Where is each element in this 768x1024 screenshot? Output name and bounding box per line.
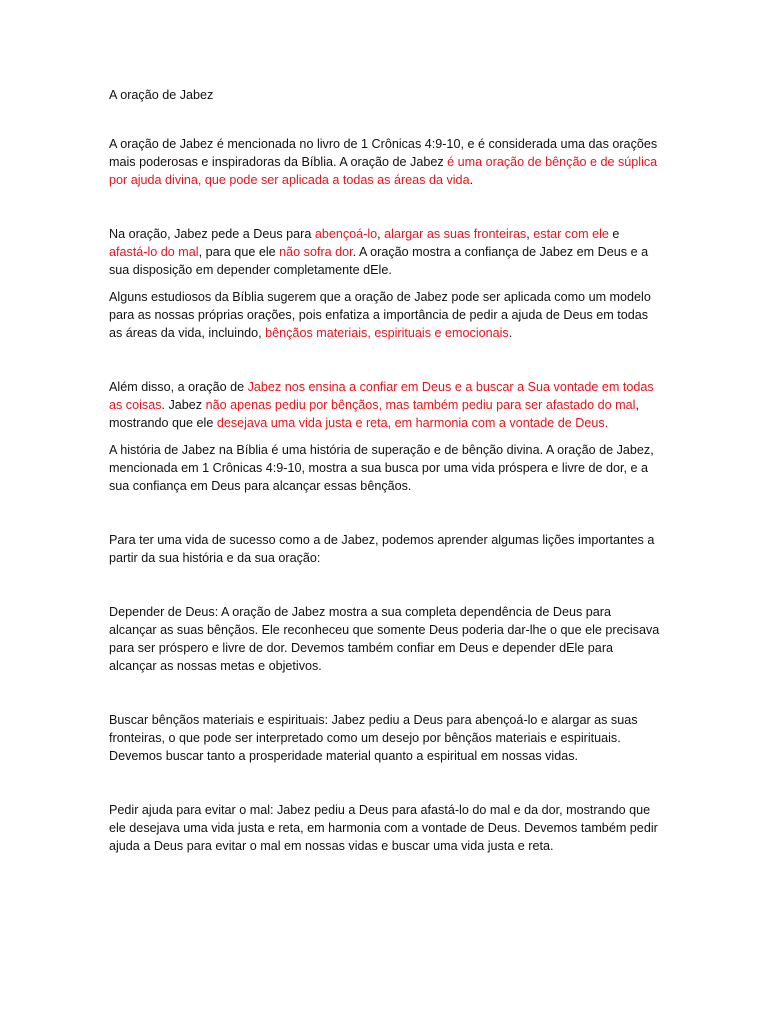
text-run: . A oração mostra a confiança de Jabez em Deus e a sua disposição em depender completamente dEle. [109, 245, 649, 277]
document-body [109, 86, 661, 855]
paragraph-history [109, 441, 661, 495]
paragraph-lesson-blessings [109, 711, 661, 765]
paragraph-prayer-requests [109, 225, 661, 279]
paragraph-lesson-avoid-evil [109, 801, 661, 855]
highlighted-text: Jabez nos ensina a confiar em Deus e a buscar a Sua vontade em todas as coisas [109, 380, 654, 412]
paragraph-intro [109, 135, 661, 189]
highlighted-text: não sofra dor [279, 245, 353, 259]
document-title: A oração de Jabez [109, 88, 214, 102]
text-run: , para que ele [198, 245, 280, 259]
text-run: A história de Jabez na Bíblia é uma história de superação e de bênção divina. A oração de Jabez, mencionada em 1 Crônicas 4:9-10, mostra a sua busca por uma vida próspera e livre de dor, e a sua confiança em Deus para alcançar essas bênçãos. [109, 443, 654, 493]
text-run: Na oração, Jabez pede a Deus para [109, 227, 315, 241]
highlighted-text: bênçãos materiais, espirituais e emocionais [265, 326, 509, 340]
paragraph-model-prayer [109, 288, 661, 342]
text-run: , mostrando que ele [109, 398, 639, 430]
text-run: A oração de Jabez é mencionada no livro de 1 Crônicas 4:9-10, e é considerada uma das orações mais poderosas e inspiradoras da Bíblia. A oração de Jabez [109, 137, 658, 169]
text-run: , [377, 227, 385, 241]
paragraph-lesson-depend [109, 603, 661, 675]
text-run: . [469, 173, 474, 187]
text-run: . [508, 326, 513, 340]
text-run: . Jabez [161, 398, 206, 412]
text-run: , [526, 227, 534, 241]
highlighted-text: desejava uma vida justa e reta, em harmonia com a vontade de Deus. [216, 416, 609, 430]
text-run: Depender de Deus: A oração de Jabez mostra a sua completa dependência de Deus para alcançar as suas bênçãos. Ele reconheceu que somente Deus poderia dar-lhe o que ele precisava para ser próspero e livre de dor. Devemos também confiar em Deus e depender dEle para alcançar as nossas metas e objetivos. [109, 605, 660, 673]
highlighted-text: não apenas pediu por bênçãos, mas também pediu para ser afastado do mal [205, 398, 636, 412]
text-run: Buscar bênçãos materiais e espirituais: Jabez pediu a Deus para abençoá-lo e alargar as suas fronteiras, o que pode ser interpretado como um desejo por bênçãos materiais e espirituais. Devemos buscar tanto a prosperidade material quanto a espiritual em nossas vidas. [109, 713, 638, 763]
highlighted-text: alargar as suas fronteiras [384, 227, 527, 241]
text-run: Para ter uma vida de sucesso como a de Jabez, podemos aprender algumas lições importantes a partir da sua história e da sua oração: [109, 533, 655, 565]
paragraph-lessons-intro [109, 531, 661, 567]
text-run: Pedir ajuda para evitar o mal: Jabez pediu a Deus para afastá-lo do mal e da dor, mostrando que ele desejava uma vida justa e reta, em harmonia com a vontade de Deus. Devemos também pedir ajuda a Deus para evitar o mal em nossas vidas e buscar uma vida justa e reta. [109, 803, 658, 853]
highlighted-text: estar com ele [533, 227, 609, 241]
text-run: Além disso, a oração de [109, 380, 248, 394]
paragraph-teaching [109, 378, 661, 432]
highlighted-text: afastá-lo do mal [109, 245, 199, 259]
highlighted-text: abençoá-lo [314, 227, 378, 241]
highlighted-text: é uma oração de bênção e de súplica por ajuda divina, que pode ser aplicada a todas as áreas da vida [109, 155, 658, 187]
text-run: e [608, 227, 620, 241]
text-run: Alguns estudiosos da Bíblia sugerem que a oração de Jabez pode ser aplicada como um modelo para as nossas próprias orações, pois enfatiza a importância de pedir a ajuda de Deus em todas as áreas da vida, incluindo, [109, 290, 651, 340]
